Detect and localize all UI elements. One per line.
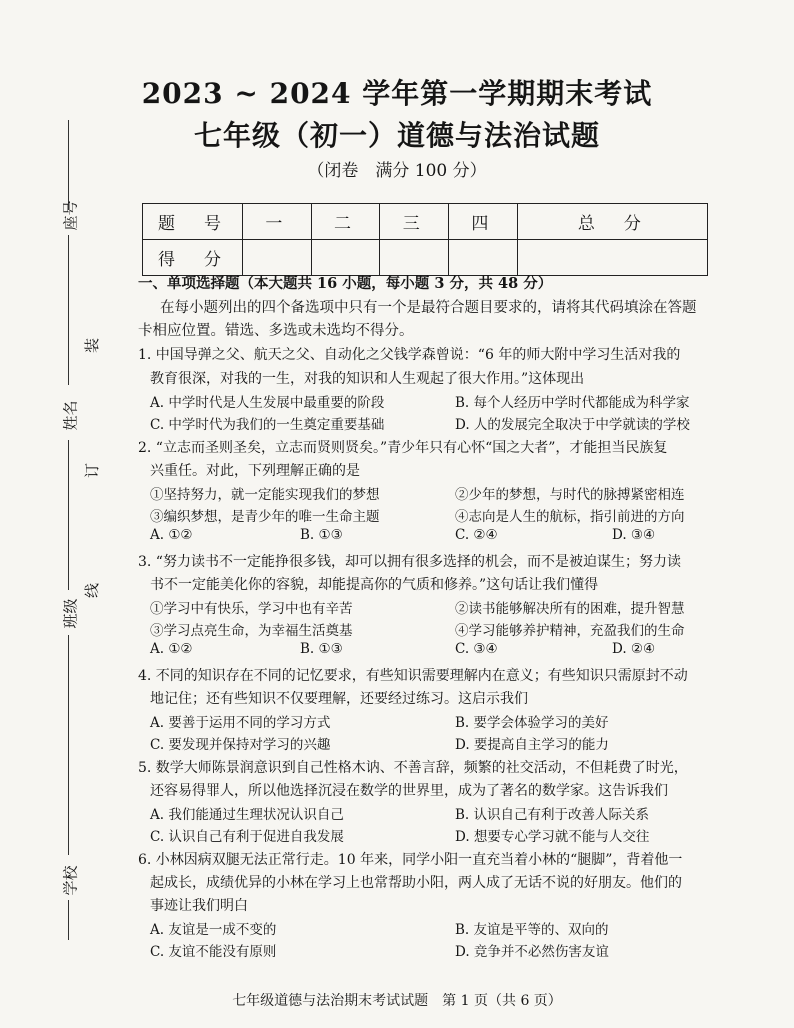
score-table-header-row xyxy=(143,204,708,240)
statement-item: ③学习点亮生命，为幸福生活奠基 xyxy=(150,623,353,639)
question-stem: 3. “努力读书不一定能挣很多钱，却可以拥有很多选择的机会，而不是被迫谋生；努力读 xyxy=(138,554,681,570)
answer-option: C. 认识自己有利于促进自我发展 xyxy=(150,829,344,845)
statement-item: ①坚持努力，就一定能实现我们的梦想 xyxy=(150,487,380,503)
question-stem: 4. 不同的知识存在不同的记忆要求，有些知识需要理解内在意义；有些知识只需原封不动 xyxy=(138,668,688,684)
exam-subtitle: （闭卷 满分 100 分） xyxy=(307,161,487,181)
question-stem: 事迹让我们明白 xyxy=(150,898,248,914)
score-input-cell xyxy=(311,240,380,276)
score-table-score-row xyxy=(143,240,708,276)
question-stem: 5. 数学大师陈景润意识到自己性格木讷、不善言辞，频繁的社交活动，不但耗费了时光， xyxy=(138,760,688,776)
answer-option: C. 要发现并保持对学习的兴趣 xyxy=(150,737,331,753)
statement-item: ②读书能够解决所有的困难，提升智慧 xyxy=(455,601,685,617)
answer-option: D. 人的发展完全取决于中学就读的学校 xyxy=(455,417,690,433)
score-input-cell xyxy=(243,240,312,276)
exam-title-line1: 2023 ~ 2024 学年第一学期期末考试 xyxy=(141,77,653,110)
section-instruction: 在每小题列出的四个备选项中只有一个是最符合题目要求的，请将其代码填涂在答题 xyxy=(160,300,697,316)
question-stem: 1. 中国导弹之父、航天之父、自动化之父钱学森曾说：“6 年的师大附中学习生活对我的 xyxy=(138,347,681,363)
score-table-cell: 总 分 xyxy=(517,204,707,240)
score-table-cell: 三 xyxy=(380,204,449,240)
score-input-cell xyxy=(449,240,518,276)
binding-mark-ding: 订 xyxy=(83,462,102,479)
margin-line xyxy=(68,900,69,940)
question-stem: 书不一定能美化你的容貌，却能提高你的气质和修养。”这句话让我们懂得 xyxy=(150,577,599,593)
exam-title-line2: 七年级（初一）道德与法治试题 xyxy=(193,119,600,152)
score-table-cell: 得 分 xyxy=(143,240,243,276)
answer-option: D. ③④ xyxy=(612,527,656,543)
answer-option: B. 要学会体验学习的美好 xyxy=(455,715,609,731)
answer-option: D. 想要专心学习就不能与人交往 xyxy=(455,829,650,845)
answer-option: A. 要善于运用不同的学习方式 xyxy=(150,715,331,731)
answer-option: A. 中学时代是人生发展中最重要的阶段 xyxy=(150,395,385,411)
statement-item: ④学习能够养护精神，充盈我们的生命 xyxy=(455,623,685,639)
answer-option: D. ②④ xyxy=(612,641,656,657)
margin-line xyxy=(68,120,69,210)
answer-option: A. 友谊是一成不变的 xyxy=(150,922,277,938)
answer-option: A. ①② xyxy=(150,641,193,657)
score-input-cell xyxy=(380,240,449,276)
section-heading: 一、单项选择题（本大题共 16 小题，每小题 3 分，共 48 分） xyxy=(138,275,553,292)
answer-option: A. ①② xyxy=(150,527,193,543)
score-input-cell xyxy=(517,240,707,276)
question-stem: 教育很深，对我的一生，对我的知识和人生观起了很大作用。”这体现出 xyxy=(150,371,585,387)
answer-option: C. ②④ xyxy=(455,527,498,543)
question-stem: 2. “立志而圣则圣矣，立志而贤则贤矣。”青少年只有心怀“国之大者”，才能担当民族复 xyxy=(138,440,668,456)
section-instruction: 卡相应位置。错选、多选或未选均不得分。 xyxy=(138,323,414,339)
answer-option: B. 友谊是平等的、双向的 xyxy=(455,922,609,938)
margin-line xyxy=(68,635,69,855)
score-table-cell: 四 xyxy=(449,204,518,240)
answer-option: C. 中学时代为我们的一生奠定重要基础 xyxy=(150,417,385,433)
question-stem: 还容易得罪人，所以他选择沉浸在数学的世界里，成为了著名的数学家。这告诉我们 xyxy=(150,783,668,799)
answer-option: B. 每个人经历中学时代都能成为科学家 xyxy=(455,395,690,411)
answer-option: C. 友谊不能没有原则 xyxy=(150,944,277,960)
score-table-cell: 二 xyxy=(311,204,380,240)
statement-item: ④志向是人生的航标，指引前进的方向 xyxy=(455,509,685,525)
name-label: 姓名 xyxy=(61,400,80,431)
margin-line xyxy=(68,235,69,385)
answer-option: D. 竞争并不必然伤害友谊 xyxy=(455,944,609,960)
answer-option: A. 我们能通过生理状况认识自己 xyxy=(150,807,344,823)
statement-item: ①学习中有快乐，学习中也有辛苦 xyxy=(150,601,353,617)
answer-option: B. ①③ xyxy=(300,641,343,657)
score-table-cell: 一 xyxy=(243,204,312,240)
school-label: 学校 xyxy=(61,865,80,896)
score-table-cell: 题 号 xyxy=(143,204,243,240)
answer-option: D. 要提高自主学习的能力 xyxy=(455,737,609,753)
answer-option: B. 认识自己有利于改善人际关系 xyxy=(455,807,650,823)
question-stem: 6. 小林因病双腿无法正常行走。10 年来，同学小阳一直充当着小林的“腿脚”，背着他一 xyxy=(138,852,683,868)
question-stem: 起成长，成绩优异的小林在学习上也常帮助小阳，两人成了无话不说的好朋友。他们的 xyxy=(150,875,682,891)
page-footer: 七年级道德与法治期末考试试题 第 1 页（共 6 页） xyxy=(232,993,562,1009)
class-label: 班级 xyxy=(61,598,80,629)
binding-mark-xian: 线 xyxy=(83,582,102,599)
binding-mark-zhuang: 装 xyxy=(83,337,102,354)
question-stem: 地记住；还有些知识不仅要理解，还要经过练习。这启示我们 xyxy=(150,691,528,707)
margin-line xyxy=(68,440,69,590)
answer-option: B. ①③ xyxy=(300,527,343,543)
statement-item: ②少年的梦想，与时代的脉搏紧密相连 xyxy=(455,487,685,503)
answer-option: C. ③④ xyxy=(455,641,498,657)
score-table xyxy=(142,203,708,276)
question-stem: 兴重任。对此，下列理解正确的是 xyxy=(150,463,360,479)
seat-label: 座号 xyxy=(61,200,80,231)
statement-item: ③编织梦想，是青少年的唯一生命主题 xyxy=(150,509,380,525)
